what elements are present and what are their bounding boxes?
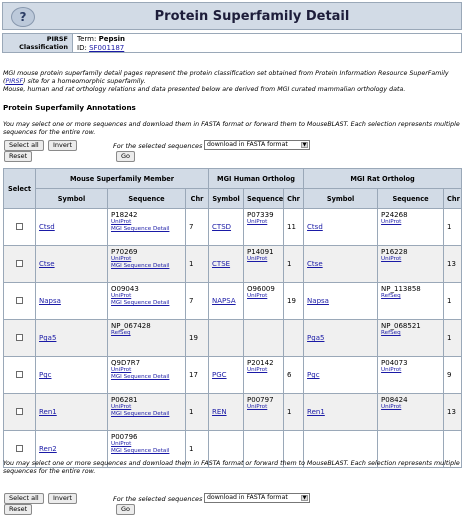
row-checkbox[interactable] xyxy=(16,260,23,267)
symbol-link[interactable]: CTSE xyxy=(212,260,231,268)
sequence-cell xyxy=(244,209,284,246)
invert-button-top[interactable]: Invert xyxy=(48,140,77,151)
chromosome-cell: 13 xyxy=(444,246,462,283)
chromosome-cell: 1 xyxy=(444,209,462,246)
sequence-cell xyxy=(244,394,284,431)
sequence-cell xyxy=(244,357,284,394)
select-all-button-bottom[interactable]: Select all xyxy=(4,493,44,504)
sequence-id: O96009 xyxy=(247,285,275,293)
chromosome-cell: 9 xyxy=(444,357,462,394)
symbol-cell xyxy=(209,246,244,283)
select-cell xyxy=(4,357,36,394)
classification-box xyxy=(2,33,462,53)
chromosome-cell: 1 xyxy=(444,320,462,357)
chromosome-cell: 1 xyxy=(284,394,304,431)
table-row xyxy=(4,283,462,320)
chromosome-cell: 19 xyxy=(186,320,209,357)
select-cell xyxy=(4,209,36,246)
column-header: Chr xyxy=(284,189,304,209)
sequence-cell xyxy=(378,246,444,283)
column-header: Sequence xyxy=(108,189,186,209)
select-cell xyxy=(4,394,36,431)
sequence-cell xyxy=(378,394,444,431)
dropdown-value-bottom: download in FASTA format xyxy=(207,494,288,501)
select-cell xyxy=(4,283,36,320)
symbol-link[interactable]: Pgc xyxy=(307,371,320,379)
symbol-cell xyxy=(304,394,378,431)
empty-cell xyxy=(209,320,244,357)
chromosome-cell: 17 xyxy=(186,357,209,394)
sequence-id: P00796 xyxy=(111,433,138,441)
select-all-button-top[interactable]: Select all xyxy=(4,140,44,151)
select-cell xyxy=(4,246,36,283)
row-checkbox[interactable] xyxy=(16,408,23,415)
table-row xyxy=(4,357,462,394)
intro-text xyxy=(3,70,461,94)
selection-note-top: You may select one or more sequences and download them in FASTA format or forward them to MouseBLAST. Each selection represents multiple sequences for the entire row. xyxy=(3,121,460,136)
symbol-cell xyxy=(304,320,378,357)
sequence-id: P20142 xyxy=(247,359,274,367)
table-row xyxy=(4,394,462,431)
symbol-cell xyxy=(304,209,378,246)
human-group-header: MGI Human Ortholog xyxy=(209,169,304,189)
chromosome-cell: 1 xyxy=(444,283,462,320)
symbol-cell xyxy=(36,357,108,394)
sequence-link[interactable]: UniProt xyxy=(381,404,402,410)
symbol-cell xyxy=(304,283,378,320)
chromosome-cell: 7 xyxy=(186,283,209,320)
symbol-cell xyxy=(36,320,108,357)
sequence-link[interactable]: UniProt xyxy=(111,256,132,262)
sequence-cell xyxy=(244,246,284,283)
symbol-cell xyxy=(209,283,244,320)
symbol-link[interactable]: REN xyxy=(212,408,227,416)
chromosome-cell: 1 xyxy=(186,246,209,283)
go-button-top[interactable]: Go xyxy=(116,151,135,162)
selection-note-bottom: You may select one or more sequences and download them in FASTA format or forward them to MouseBLAST. Each selection represents multiple sequences for the entire row. xyxy=(3,460,460,475)
intro-part1: MGI mouse protein superfamily detail pages represent the protein classification set obtained from Protein Information Resource SuperFamily ( xyxy=(3,70,449,85)
symbol-link[interactable]: Napsa xyxy=(39,297,61,305)
sequence-id: NP_113858 xyxy=(381,285,421,293)
sequence-id: Q9D7R7 xyxy=(111,359,141,367)
column-header: Symbol xyxy=(304,189,378,209)
sequence-id: P18242 xyxy=(111,211,138,219)
chromosome-cell: 7 xyxy=(186,209,209,246)
intro-line2: Mouse, human and rat orthology relations and data presented below are derived from MGI curated mammalian orthology data. xyxy=(3,86,406,93)
sequence-link[interactable]: MGI Sequence Detail xyxy=(111,300,170,306)
empty-cell xyxy=(244,320,284,357)
superfamily-id-link[interactable]: SF001187 xyxy=(89,43,125,52)
sequence-link[interactable]: UniProt xyxy=(381,367,402,373)
symbol-link[interactable]: CTSD xyxy=(212,223,232,231)
for-selected-label-top: For the selected sequences xyxy=(113,142,203,150)
sequence-id: P70269 xyxy=(111,248,138,256)
sequence-link[interactable]: UniProt xyxy=(247,256,268,262)
dropdown-value-top: download in FASTA format xyxy=(207,141,288,148)
chevron-down-icon: ▼ xyxy=(302,142,307,148)
symbol-cell xyxy=(209,394,244,431)
sequence-cell xyxy=(108,394,186,431)
sequence-cell xyxy=(378,357,444,394)
sequence-link[interactable]: RefSeq xyxy=(111,330,131,336)
sequence-id: NP_068521 xyxy=(381,322,421,330)
sequence-link[interactable]: UniProt xyxy=(111,367,132,373)
empty-cell xyxy=(284,320,304,357)
symbol-link[interactable]: Ctsd xyxy=(39,223,55,231)
symbol-link[interactable]: Ctse xyxy=(39,260,55,268)
sequence-link[interactable]: UniProt xyxy=(111,404,132,410)
symbol-link[interactable]: Pga5 xyxy=(307,334,325,342)
symbol-link[interactable]: Pgc xyxy=(39,371,52,379)
column-header: Symbol xyxy=(36,189,108,209)
sequence-id: P24268 xyxy=(381,211,408,219)
symbol-cell xyxy=(304,246,378,283)
sequence-id: P07339 xyxy=(247,211,274,219)
invert-button-bottom[interactable]: Invert xyxy=(48,493,77,504)
mouse-group-header: Mouse Superfamily Member xyxy=(36,169,209,189)
classification-value xyxy=(77,35,125,52)
sequence-id: P14091 xyxy=(247,248,274,256)
sequence-id: NP_067428 xyxy=(111,322,151,330)
symbol-cell xyxy=(36,283,108,320)
column-header: Chr xyxy=(444,189,462,209)
symbol-link[interactable]: Ctsd xyxy=(307,223,323,231)
table-row xyxy=(4,209,462,246)
select-column-header: Select xyxy=(4,169,36,209)
row-checkbox[interactable] xyxy=(16,223,23,230)
select-cell xyxy=(4,320,36,357)
sequence-id: P00797 xyxy=(247,396,274,404)
sequence-id: P16228 xyxy=(381,248,408,256)
sequence-link[interactable]: UniProt xyxy=(111,219,132,225)
chevron-down-icon: ▼ xyxy=(302,495,307,501)
sequence-link[interactable]: UniProt xyxy=(381,219,402,225)
sequence-cell xyxy=(108,357,186,394)
symbol-link[interactable]: Napsa xyxy=(307,297,329,305)
column-header: Sequence xyxy=(244,189,284,209)
action-dropdown-bottom[interactable] xyxy=(204,493,310,503)
sequence-cell xyxy=(378,320,444,357)
chromosome-cell: 19 xyxy=(284,283,304,320)
symbol-cell xyxy=(36,209,108,246)
action-dropdown-top[interactable] xyxy=(204,140,310,150)
sequence-link[interactable]: RefSeq xyxy=(381,293,401,299)
column-header: Chr xyxy=(186,189,209,209)
reset-button-bottom[interactable]: Reset xyxy=(4,504,32,515)
go-button-bottom[interactable]: Go xyxy=(116,504,135,515)
sequence-link[interactable]: UniProt xyxy=(247,293,268,299)
table-row xyxy=(4,320,462,357)
chromosome-cell: 13 xyxy=(444,394,462,431)
symbol-link[interactable]: Ren1 xyxy=(307,408,325,416)
chromosome-cell: 1 xyxy=(186,431,209,468)
classification-label xyxy=(3,34,73,52)
sequence-id: P04073 xyxy=(381,359,408,367)
sequence-link[interactable]: RefSeq xyxy=(381,330,401,336)
sequence-link[interactable]: MGI Sequence Detail xyxy=(111,411,170,417)
sequence-link[interactable]: MGI Sequence Detail xyxy=(111,263,170,269)
annotations-heading: Protein Superfamily Annotations xyxy=(3,103,136,112)
chromosome-cell: 1 xyxy=(284,246,304,283)
sequence-link[interactable]: UniProt xyxy=(247,219,268,225)
symbol-cell xyxy=(36,246,108,283)
sequence-link[interactable]: MGI Sequence Detail xyxy=(111,374,170,380)
symbol-link[interactable]: Ctse xyxy=(307,260,323,268)
row-checkbox[interactable] xyxy=(16,297,23,304)
column-header: Sequence xyxy=(378,189,444,209)
symbol-cell xyxy=(209,357,244,394)
table-body xyxy=(4,209,462,468)
symbol-link[interactable]: Ren1 xyxy=(39,408,57,416)
help-icon[interactable]: ? xyxy=(11,7,35,27)
symbol-link[interactable]: PGC xyxy=(212,371,227,379)
sequence-cell xyxy=(378,209,444,246)
chromosome-cell: 1 xyxy=(186,394,209,431)
chromosome-cell: 11 xyxy=(284,209,304,246)
sequence-link[interactable]: UniProt xyxy=(111,441,132,447)
sequence-id: O09043 xyxy=(111,285,139,293)
sequence-cell xyxy=(244,283,284,320)
page-title: Protein Superfamily Detail xyxy=(154,9,350,24)
column-header: Symbol xyxy=(209,189,244,209)
term-value: Pepsin xyxy=(98,35,126,43)
reset-button-top[interactable]: Reset xyxy=(4,151,32,162)
annotations-table xyxy=(3,168,462,468)
sequence-link[interactable]: UniProt xyxy=(247,367,268,373)
pirsf-link[interactable]: PIRSF xyxy=(5,78,24,85)
for-selected-label-bottom: For the selected sequences xyxy=(113,495,203,503)
classification-label-line2: Classification xyxy=(19,43,68,51)
symbol-link[interactable]: Pga5 xyxy=(39,334,57,342)
sequence-link[interactable]: UniProt xyxy=(111,293,132,299)
symbol-cell xyxy=(209,209,244,246)
term-label: Term: xyxy=(77,35,97,43)
symbol-cell xyxy=(304,357,378,394)
sequence-link[interactable]: UniProt xyxy=(247,404,268,410)
sequence-cell xyxy=(378,283,444,320)
id-label: ID: xyxy=(77,43,87,52)
sequence-link[interactable]: UniProt xyxy=(381,256,402,262)
sequence-link[interactable]: MGI Sequence Detail xyxy=(111,226,170,232)
symbol-link[interactable]: Ren2 xyxy=(39,445,57,453)
rat-group-header: MGI Rat Ortholog xyxy=(304,169,462,189)
row-checkbox[interactable] xyxy=(16,445,23,452)
title-bar xyxy=(2,2,462,30)
row-checkbox[interactable] xyxy=(16,334,23,341)
symbol-link[interactable]: NAPSA xyxy=(212,297,236,305)
intro-part2: ) site for a homeomorphic superfamily. xyxy=(23,78,146,85)
symbol-cell xyxy=(36,394,108,431)
sequence-id: P08424 xyxy=(381,396,408,404)
table-row xyxy=(4,246,462,283)
sequence-cell xyxy=(108,246,186,283)
row-checkbox[interactable] xyxy=(16,371,23,378)
classification-label-line1: PIRSF xyxy=(46,35,68,43)
sequence-link[interactable]: MGI Sequence Detail xyxy=(111,448,170,454)
sequence-id: P06281 xyxy=(111,396,138,404)
chromosome-cell: 6 xyxy=(284,357,304,394)
sequence-cell xyxy=(108,283,186,320)
sequence-cell xyxy=(108,209,186,246)
sequence-cell xyxy=(108,320,186,357)
